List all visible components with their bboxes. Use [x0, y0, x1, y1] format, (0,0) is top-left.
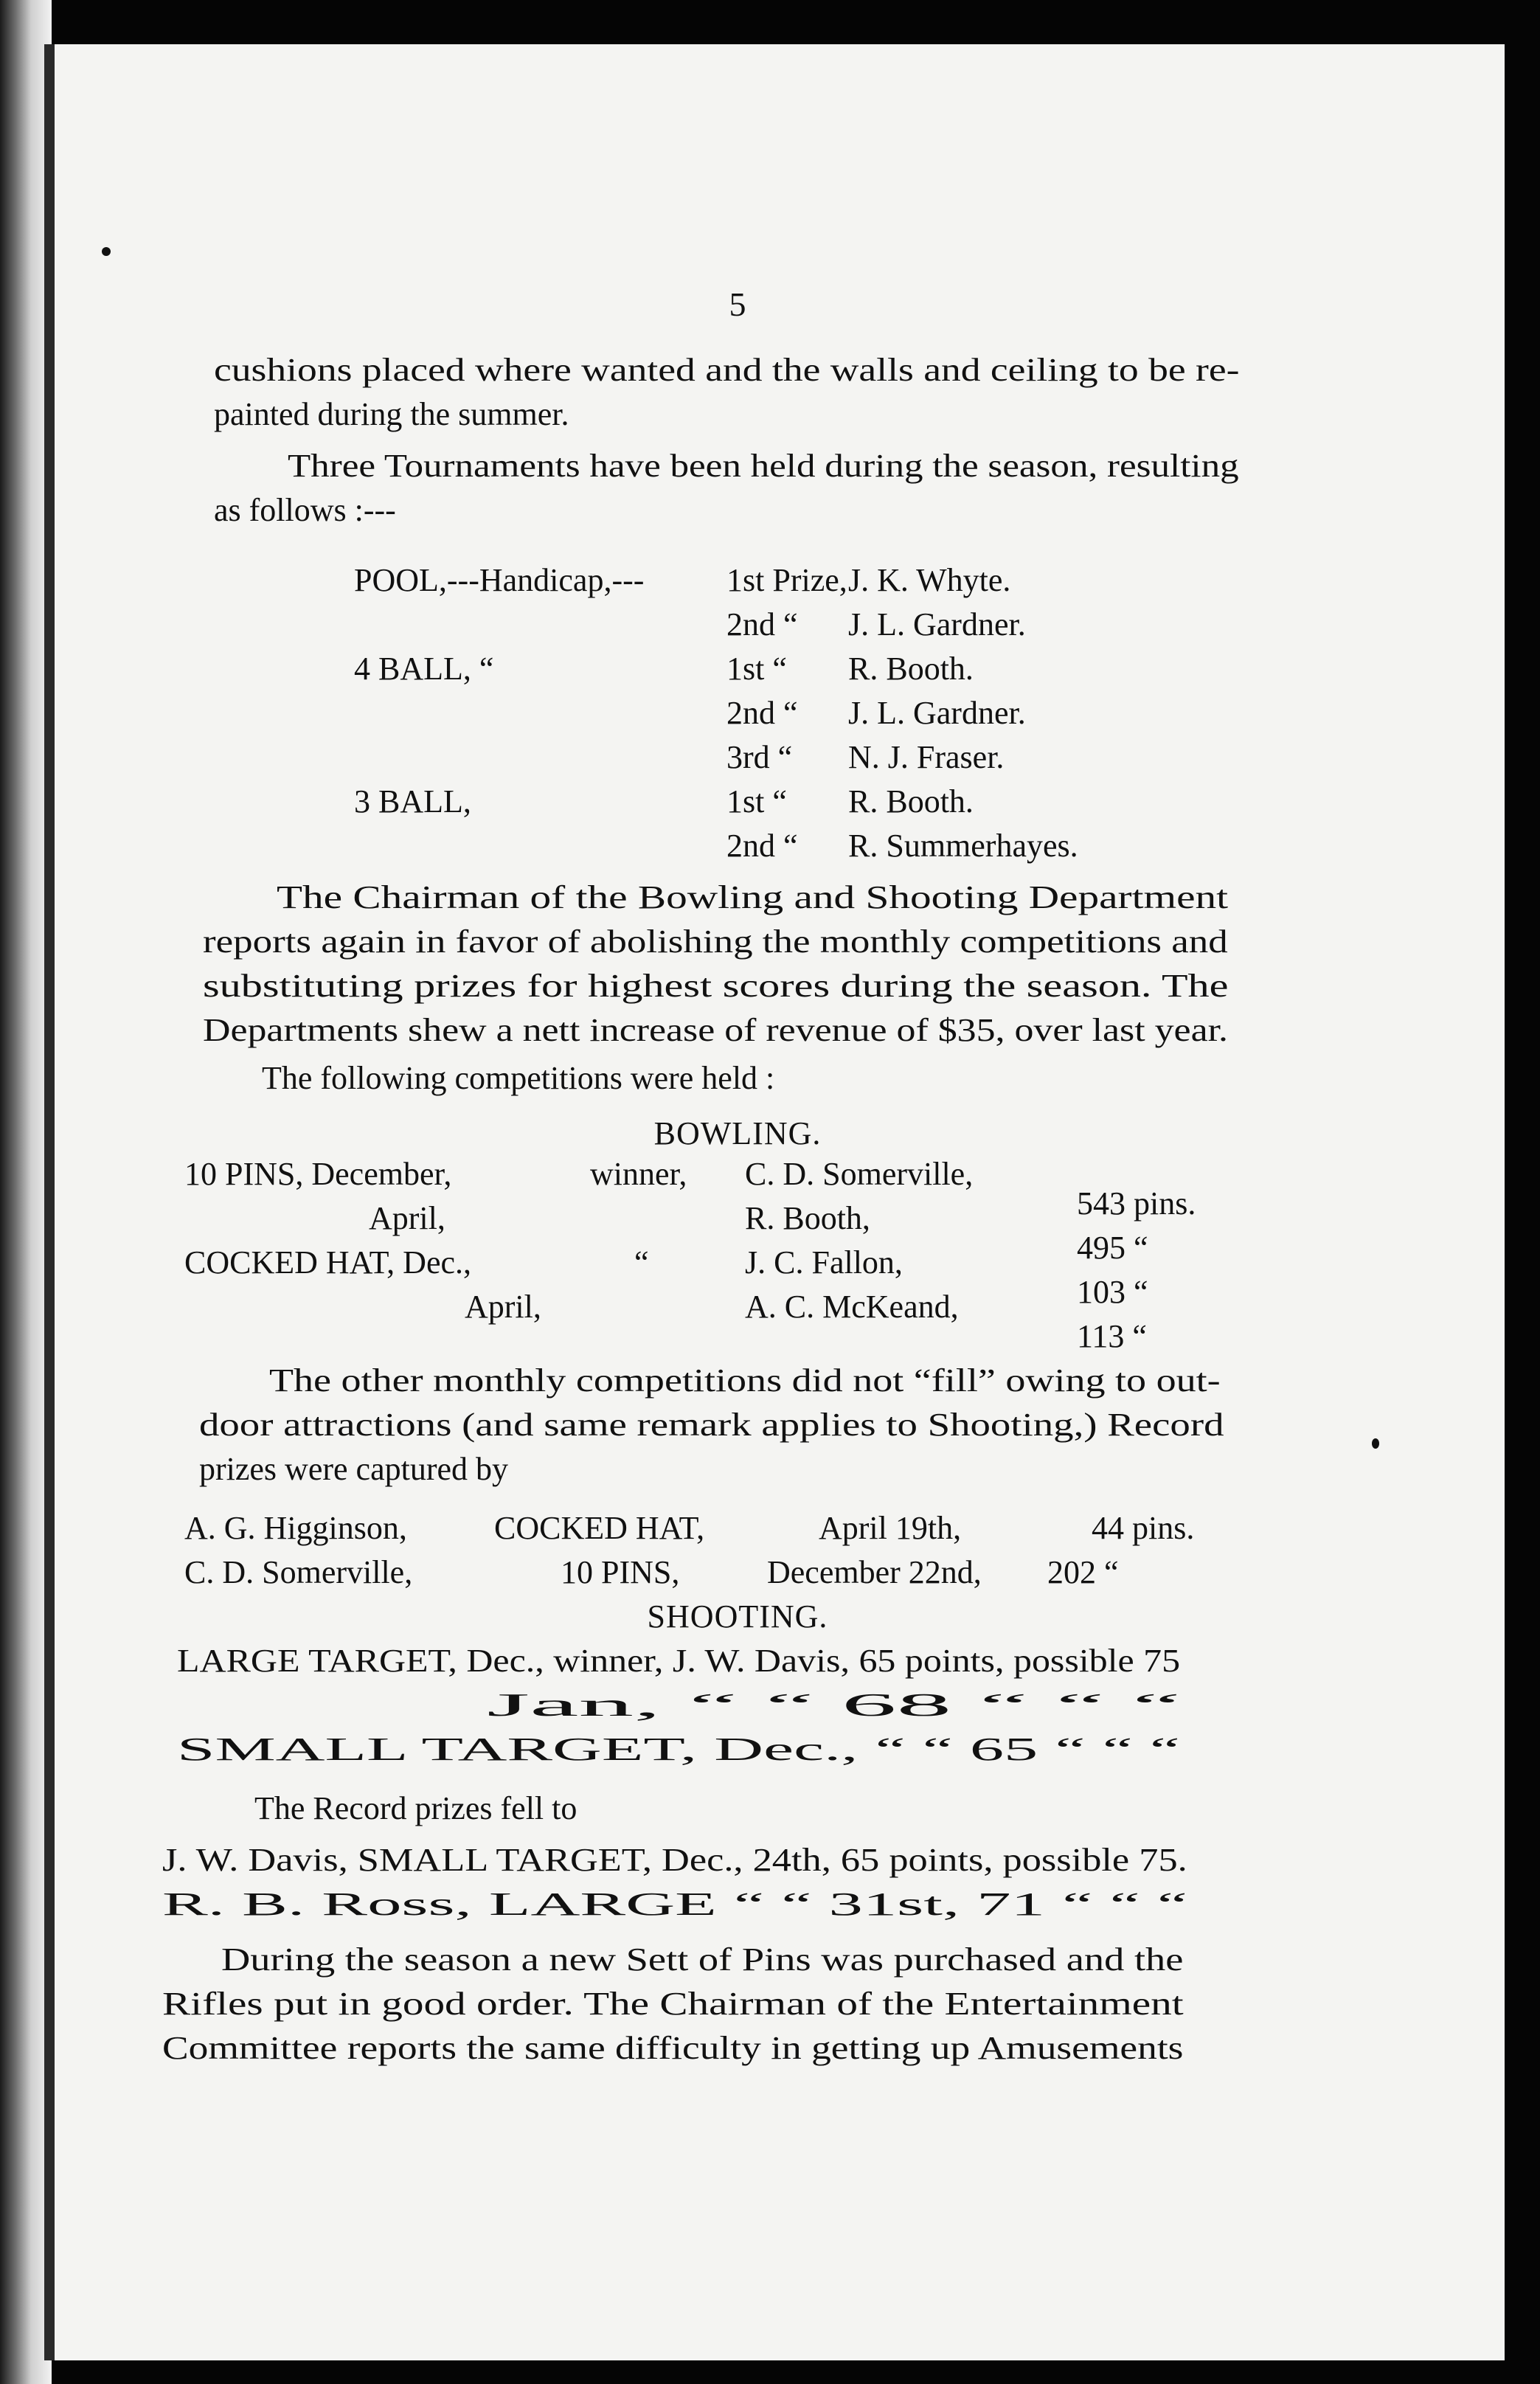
- tournament-winner: R. Booth.: [848, 651, 974, 687]
- paragraph-line: door attractions (and same remark applies to Shooting,) Record: [199, 1407, 1224, 1443]
- tournament-name: 4 BALL, “: [354, 651, 494, 687]
- record-score: 202 “: [1047, 1554, 1119, 1590]
- bowling-when: “: [634, 1244, 649, 1281]
- tournament-name: 3 BALL,: [354, 783, 471, 820]
- record-score: 44 pins.: [1092, 1510, 1195, 1546]
- paragraph-line: Rifles put in good order. The Chairman of the Entertainment: [162, 1986, 1184, 2022]
- ink-speck: [102, 247, 111, 256]
- tournament-place: 2nd “: [726, 606, 798, 642]
- bowling-score: 495 “: [1077, 1230, 1148, 1266]
- record-name: A. G. Higginson,: [184, 1510, 407, 1546]
- bowling-when: winner,: [590, 1156, 687, 1192]
- bowling-score: 113 “: [1077, 1318, 1147, 1354]
- tournament-winner: J. K. Whyte.: [848, 562, 1011, 598]
- shooting-line: LARGE TARGET, Dec., winner, J. W. Davis, 65 points, possible 75: [177, 1643, 1181, 1679]
- tournament-place: 2nd “: [726, 695, 798, 731]
- tournament-winner: R. Booth.: [848, 783, 974, 820]
- paragraph-line: prizes were captured by: [199, 1451, 509, 1487]
- bowling-when: April,: [465, 1289, 541, 1325]
- tournament-place: 1st Prize,: [726, 562, 847, 598]
- record-date: December 22nd,: [767, 1554, 982, 1590]
- bowling-score: 103 “: [1077, 1274, 1148, 1310]
- record-name: C. D. Somerville,: [184, 1554, 413, 1590]
- tournament-place: 1st “: [726, 651, 787, 687]
- bowling-name: R. Booth,: [745, 1200, 870, 1236]
- tournament-place: 1st “: [726, 783, 787, 820]
- tournament-winner: R. Summerhayes.: [848, 828, 1078, 864]
- record-line: R. B. Ross, LARGE “ “ 31st, 71 “ “ “: [162, 1886, 1187, 1922]
- tournament-name: POOL,---Handicap,---: [354, 562, 645, 598]
- paragraph-line: During the season a new Sett of Pins was purchased and the: [221, 1941, 1184, 1978]
- bowling-when: April,: [369, 1200, 445, 1236]
- bowling-score: 543 pins.: [1077, 1185, 1196, 1222]
- paragraph-line: Committee reports the same difficulty in getting up Amusements: [162, 2030, 1184, 2066]
- record-event: COCKED HAT,: [494, 1510, 705, 1546]
- bowling-name: A. C. McKeand,: [745, 1289, 959, 1325]
- paragraph-line: The other monthly competitions did not “fill” owing to out-: [269, 1362, 1221, 1399]
- bowling-heading: BOWLING.: [653, 1115, 822, 1151]
- bowling-event: COCKED HAT, Dec.,: [184, 1244, 472, 1281]
- bowling-name: C. D. Somerville,: [745, 1156, 974, 1192]
- paragraph-line: The following competitions were held :: [262, 1060, 775, 1096]
- paragraph-line: reports again in favor of abolishing the monthly competitions and: [203, 924, 1228, 960]
- paragraph-line: painted during the summer.: [214, 396, 569, 432]
- record-event: 10 PINS,: [561, 1554, 680, 1590]
- page-gutter: [44, 44, 55, 2360]
- paragraph-line: Three Tournaments have been held during the season, resulting: [288, 448, 1239, 484]
- paragraph-line: as follows :---: [214, 492, 396, 528]
- tournament-winner: J. L. Gardner.: [848, 606, 1026, 642]
- tournament-place: 2nd “: [726, 828, 798, 864]
- record-line: J. W. Davis, SMALL TARGET, Dec., 24th, 65 points, possible 75.: [162, 1842, 1187, 1878]
- tournament-winner: J. L. Gardner.: [848, 695, 1026, 731]
- bowling-event: 10 PINS, December,: [184, 1156, 452, 1192]
- ink-speck: [1372, 1438, 1379, 1449]
- paragraph-line: substituting prizes for highest scores during the season. The: [203, 968, 1229, 1004]
- paragraph-line: cushions placed where wanted and the walls and ceiling to be re-: [214, 352, 1240, 388]
- shooting-line: SMALL TARGET, Dec., “ “ 65 “ “ “: [177, 1731, 1180, 1767]
- paragraph-line: The Chairman of the Bowling and Shooting Department: [277, 879, 1229, 915]
- tournament-place: 3rd “: [726, 739, 793, 775]
- records-intro: The Record prizes fell to: [254, 1790, 578, 1826]
- record-date: April 19th,: [819, 1510, 962, 1546]
- paragraph-line: Departments shew a nett increase of revenue of $35, over last year.: [203, 1012, 1228, 1048]
- shooting-line: Jan, “ “ 68 “ “ “: [487, 1687, 1182, 1723]
- bowling-name: J. C. Fallon,: [745, 1244, 903, 1281]
- tournament-winner: N. J. Fraser.: [848, 739, 1005, 775]
- shooting-heading: SHOOTING.: [647, 1598, 828, 1635]
- page-number: 5: [729, 285, 746, 323]
